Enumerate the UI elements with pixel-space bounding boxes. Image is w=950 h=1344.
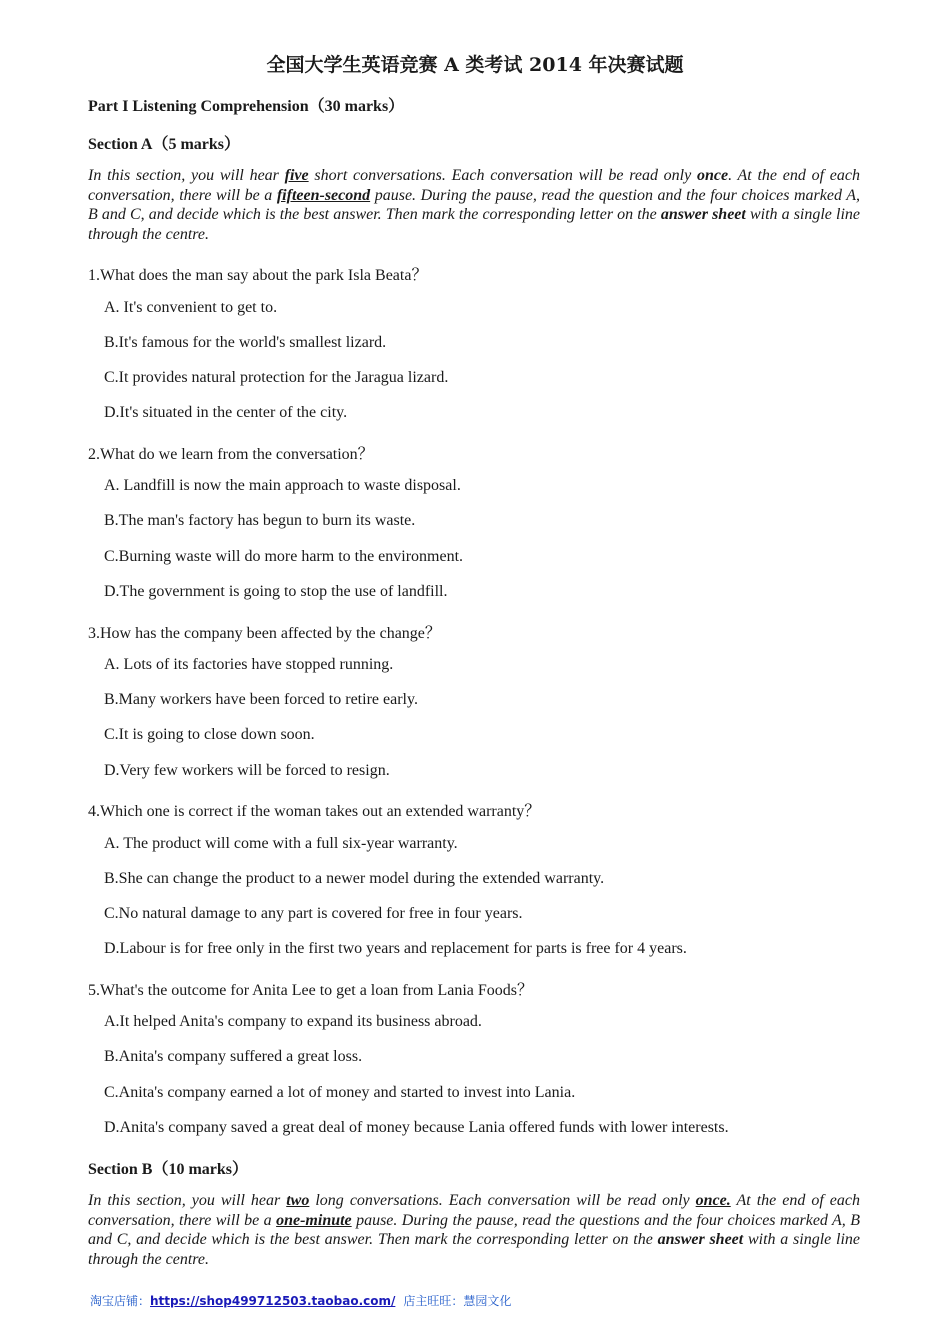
question-4-option-d: D.Labour is for free only in the first two years and replacement for parts is free for 4 years. <box>104 940 687 957</box>
instruction-emphasis: once <box>696 167 729 184</box>
question-4-option-b: B.She can change the product to a newer model during the extended warranty. <box>104 870 605 887</box>
exam-title: 全国大学生英语竞赛 A 类考试 2014 年决赛试题 <box>266 54 684 76</box>
question-5: 5.What's the outcome for Anita Lee to get a loan from Lania Foods？ <box>88 982 533 999</box>
part-heading: Part I Listening Comprehension（30 marks） <box>88 98 405 115</box>
section-a-instructions <box>88 166 860 244</box>
question-3: 3.How has the company been affected by the change？ <box>88 625 441 642</box>
instruction-emphasis: one-minute <box>276 1211 352 1229</box>
instruction-emphasis: fifteen-second <box>276 186 371 204</box>
question-5-option-b: B.Anita's company suffered a great loss. <box>104 1048 363 1065</box>
instruction-text: In this section, you will hear <box>88 1192 287 1209</box>
owner-label: 店主旺旺：慧园文化 <box>403 1294 512 1308</box>
page-footer <box>90 1292 511 1309</box>
question-4-option-c: C.No natural damage to any part is covered for free in four years. <box>104 905 523 922</box>
instruction-text: In this section, you will hear <box>88 167 285 184</box>
instruction-text: with a single line through the centre. <box>88 206 860 243</box>
section-b-heading: Section B（10 marks） <box>88 1161 249 1178</box>
instruction-text: long conversations. Each conversation will be read only <box>309 1192 696 1209</box>
instruction-emphasis: two <box>286 1192 310 1209</box>
question-2-option-a: A. Landfill is now the main approach to waste disposal. <box>104 477 461 494</box>
question-2: 2.What do we learn from the conversation？ <box>88 446 374 463</box>
instruction-text: At the end of each conversation, there will be a <box>88 1192 861 1229</box>
shop-label: 淘宝店铺： <box>90 1294 151 1308</box>
question-1-option-b: B.It's famous for the world's smallest lizard. <box>104 334 387 351</box>
question-3-option-a: A. Lots of its factories have stopped running. <box>104 656 394 673</box>
instruction-emphasis: answer sheet <box>660 206 746 223</box>
question-5-option-a: A.It helped Anita's company to expand its business abroad. <box>104 1013 482 1030</box>
section-b-instructions <box>88 1191 860 1269</box>
question-3-option-d: D.Very few workers will be forced to resign. <box>104 762 390 779</box>
shop-link[interactable]: https://shop499712503.taobao.com/ <box>150 1294 396 1308</box>
instruction-emphasis: five <box>284 167 309 184</box>
section-a-heading: Section A（5 marks） <box>88 136 241 153</box>
instruction-text: short conversations. Each conversation will be read only <box>308 167 697 184</box>
instruction-text: pause. During the pause, read the questions and the four choices marked A, B and C, and decide which is the best answer. Then mark the corresponding letter on the <box>88 1211 860 1248</box>
question-5-option-c: C.Anita's company earned a lot of money and started to invest into Lania. <box>104 1084 576 1101</box>
question-4: 4.Which one is correct if the woman takes out an extended warranty？ <box>88 803 541 820</box>
question-1-option-c: C.It provides natural protection for the Jaragua lizard. <box>104 369 449 386</box>
question-4-option-a: A. The product will come with a full six-year warranty. <box>104 835 458 852</box>
instruction-emphasis: once. <box>695 1192 731 1209</box>
question-2-option-b: B.The man's factory has begun to burn its waste. <box>104 512 416 529</box>
instruction-emphasis: answer sheet <box>657 1231 744 1248</box>
instruction-text: pause. During the pause, read the question and the four choices marked A, B and C, and decide which is the best answer. Then mark the corresponding letter on the <box>88 186 861 223</box>
instruction-text: with a single line through the centre. <box>88 1231 860 1268</box>
question-3-option-c: C.It is going to close down soon. <box>104 726 315 743</box>
question-2-option-d: D.The government is going to stop the use of landfill. <box>104 583 448 600</box>
question-3-option-b: B.Many workers have been forced to retire early. <box>104 691 418 708</box>
question-1-option-a: A. It's convenient to get to. <box>104 299 278 316</box>
question-1: 1.What does the man say about the park Isla Beata？ <box>88 267 428 284</box>
question-5-option-d: D.Anita's company saved a great deal of money because Lania offered funds with lower interests. <box>104 1119 729 1136</box>
question-1-option-d: D.It's situated in the center of the city. <box>104 404 348 421</box>
instruction-text: . At the end of each conversation, there will be a <box>88 167 861 204</box>
question-2-option-c: C.Burning waste will do more harm to the environment. <box>104 548 464 565</box>
